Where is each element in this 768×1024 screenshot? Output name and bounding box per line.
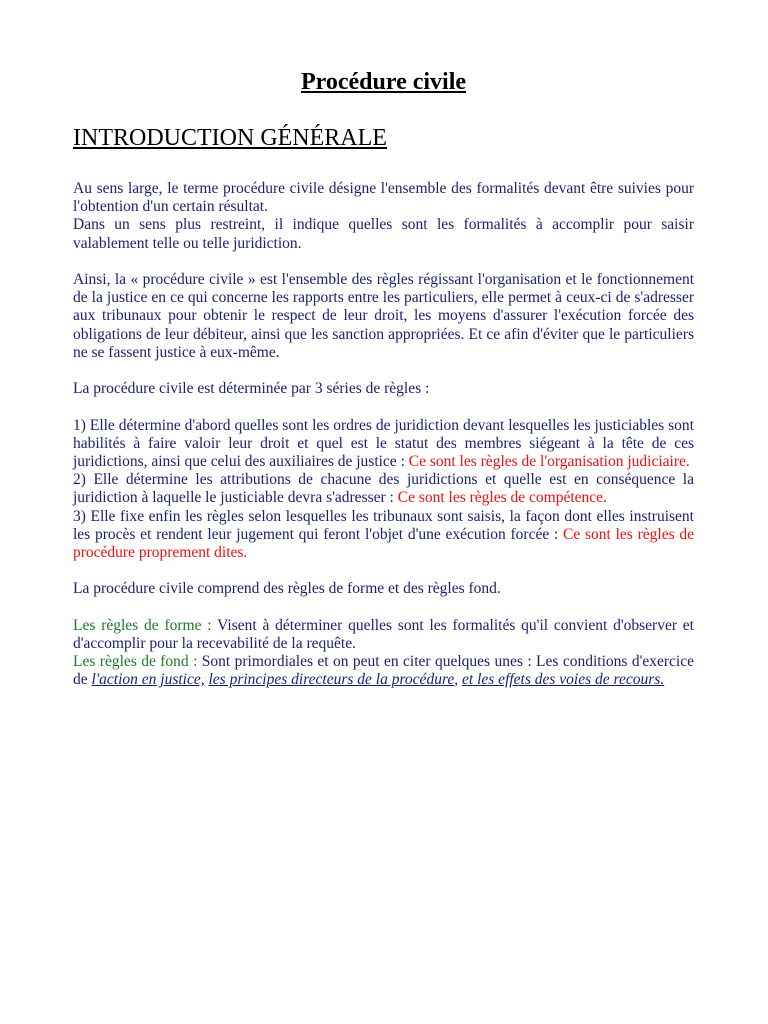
link-effets-voies-recours[interactable]: et les effets des voies de recours. [462, 671, 665, 689]
list-item-3 [73, 508, 694, 563]
regles-fond-label: Les règles de fond : [73, 653, 202, 671]
link-principes-directeurs[interactable]: les principes directeurs de la procédure [208, 671, 455, 689]
regles-forme-text: Visent à déterminer quelles sont les formalités qu'il convient d'observer et d'accomplir pour la recevabilité de la requête. [73, 616, 694, 652]
document-title: Procédure civile [300, 69, 467, 95]
list-item-1 [73, 417, 694, 472]
link-separator: , [454, 671, 463, 689]
document-page [73, 66, 694, 690]
list-item-2-highlight: Ce sont les règles de compétence. [397, 489, 607, 507]
link-action-en-justice[interactable]: l'action en justice, [91, 671, 205, 689]
paragraph-regles-fond [73, 653, 694, 689]
regles-forme-label: Les règles de forme : [73, 616, 218, 634]
paragraph-procedure-civile: Ainsi, la « procédure civile » est l'ensemble des règles régissant l'organisation et le fonctionnement de la justice en ce qui concerne les rapports entre les particuliers, elle permet à ceux-ci de s'adresser aux tribunaux pour obtenir le respect de leur droit, les moyens d'assurer l'exécution forcée des obligations de leur débiteur, ainsi que les sanction appropriées. Et ce afin d'éviter que le particuliers ne se fassent justice à eux-même. [73, 271, 694, 361]
list-item-2 [73, 471, 694, 507]
list-item-2-text: 2) Elle détermine les attributions de chacune des juridictions et quelle est en conséquence la juridiction à laquelle le justiciable devra s'adresser : [73, 471, 694, 507]
paragraph-definition-broad: Au sens large, le terme procédure civile désigne l'ensemble des formalités devant être suivies pour l'obtention d'un certain résultat. [73, 180, 694, 216]
document-body [73, 180, 694, 690]
list-item-3-text: 3) Elle fixe enfin les règles selon lesquelles les tribunaux sont saisis, la façon dont elles instruisent les procès et rendent leur jugement qui feront l'objet d'une exécution forcée : [73, 507, 694, 543]
regles-fond-text: Sont primordiales et on peut en citer quelques unes : Les conditions d'exercice de [73, 653, 694, 689]
paragraph-definition-narrow: Dans un sens plus restreint, il indique quelles sont les formalités à accomplir pour saisir valablement telle ou telle juridiction. [73, 216, 694, 252]
list-item-1-highlight: Ce sont les règles de l'organisation judiciaire. [408, 453, 690, 470]
paragraph-forme-fond: La procédure civile comprend des règles de forme et des règles fond. [73, 580, 501, 598]
list-item-3-highlight: Ce sont les règles de procédure proprement dites. [73, 525, 694, 562]
list-item-1-text: 1) Elle détermine d'abord quelles sont les ordres de juridiction devant lesquelles les justiciables sont habilités à faire valoir leur droit et quel est le statut des membres siégeant à la tête de ces juridictions, ainsi que celui des auxiliaires de justice : [73, 416, 694, 470]
paragraph-regles-forme [73, 617, 694, 653]
section-heading: INTRODUCTION GÉNÉRALE [73, 125, 387, 151]
paragraph-three-series: La procédure civile est déterminée par 3 séries de règles : [73, 380, 430, 398]
